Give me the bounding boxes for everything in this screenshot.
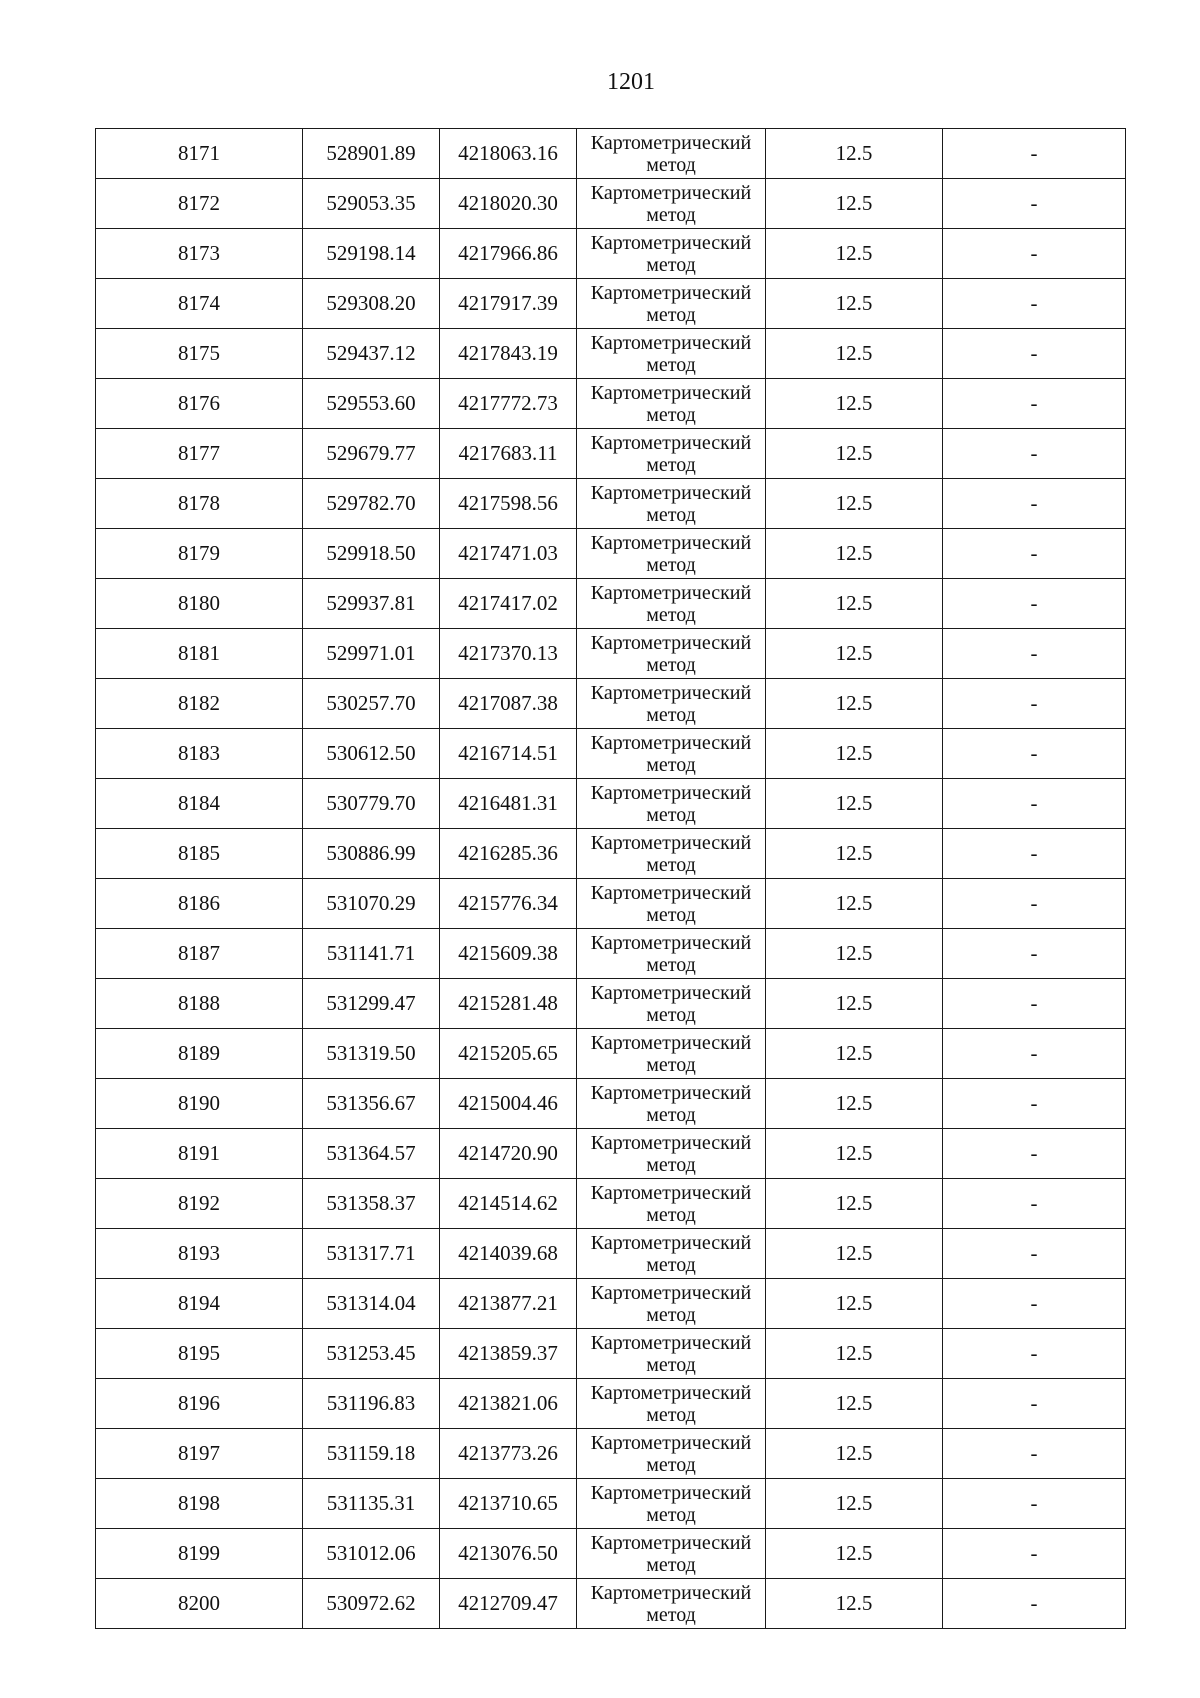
method-line: метод [646, 553, 696, 576]
accuracy-cell: 12.5 [766, 229, 943, 279]
x-coordinate-cell: 531253.45 [303, 1329, 440, 1379]
method-line: Картометрический [590, 981, 752, 1004]
table-row [96, 1179, 1126, 1229]
y-coordinate-cell: 4215776.34 [440, 879, 577, 929]
note-cell: - [943, 629, 1126, 679]
accuracy-cell: 12.5 [766, 679, 943, 729]
x-coordinate-cell: 531196.83 [303, 1379, 440, 1429]
method-line: Картометрический [590, 781, 752, 804]
point-number-cell: 8198 [96, 1479, 303, 1529]
point-number-cell: 8188 [96, 979, 303, 1029]
x-coordinate-cell: 530779.70 [303, 779, 440, 829]
x-coordinate-cell: 530257.70 [303, 679, 440, 729]
accuracy-cell: 12.5 [766, 429, 943, 479]
method-line: Картометрический [590, 681, 752, 704]
x-coordinate-cell: 529198.14 [303, 229, 440, 279]
y-coordinate-cell: 4215609.38 [440, 929, 577, 979]
point-number-cell: 8174 [96, 279, 303, 329]
table-row [96, 679, 1126, 729]
accuracy-cell: 12.5 [766, 1529, 943, 1579]
note-cell: - [943, 1529, 1126, 1579]
method-line: Картометрический [590, 531, 752, 554]
point-number-cell: 8196 [96, 1379, 303, 1429]
method-line: метод [646, 603, 696, 626]
accuracy-cell: 12.5 [766, 1029, 943, 1079]
method-line: метод [646, 353, 696, 376]
y-coordinate-cell: 4217370.13 [440, 629, 577, 679]
method-line: Картометрический [590, 431, 752, 454]
method-line: метод [646, 503, 696, 526]
point-number-cell: 8186 [96, 879, 303, 929]
y-coordinate-cell: 4213821.06 [440, 1379, 577, 1429]
accuracy-cell: 12.5 [766, 1229, 943, 1279]
point-number-cell: 8183 [96, 729, 303, 779]
accuracy-cell: 12.5 [766, 1379, 943, 1429]
note-cell: - [943, 129, 1126, 179]
point-number-cell: 8172 [96, 179, 303, 229]
method-cell [577, 629, 766, 679]
x-coordinate-cell: 531012.06 [303, 1529, 440, 1579]
accuracy-cell: 12.5 [766, 329, 943, 379]
point-number-cell: 8187 [96, 929, 303, 979]
note-cell: - [943, 1129, 1126, 1179]
note-cell: - [943, 829, 1126, 879]
accuracy-cell: 12.5 [766, 279, 943, 329]
x-coordinate-cell: 529679.77 [303, 429, 440, 479]
method-line: метод [646, 1153, 696, 1176]
y-coordinate-cell: 4215281.48 [440, 979, 577, 1029]
table-row [96, 1579, 1126, 1629]
accuracy-cell: 12.5 [766, 829, 943, 879]
point-number-cell: 8189 [96, 1029, 303, 1079]
accuracy-cell: 12.5 [766, 1079, 943, 1129]
method-line: Картометрический [590, 881, 752, 904]
point-number-cell: 8184 [96, 779, 303, 829]
table-row [96, 229, 1126, 279]
y-coordinate-cell: 4217598.56 [440, 479, 577, 529]
method-line: Картометрический [590, 381, 752, 404]
y-coordinate-cell: 4216714.51 [440, 729, 577, 779]
method-line: метод [646, 453, 696, 476]
method-cell [577, 879, 766, 929]
method-cell [577, 1579, 766, 1629]
method-cell [577, 1029, 766, 1079]
note-cell: - [943, 1229, 1126, 1279]
method-cell [577, 479, 766, 529]
table-row [96, 529, 1126, 579]
accuracy-cell: 12.5 [766, 1329, 943, 1379]
note-cell: - [943, 1179, 1126, 1229]
method-line: метод [646, 1253, 696, 1276]
note-cell: - [943, 1329, 1126, 1379]
table-row [96, 879, 1126, 929]
note-cell: - [943, 429, 1126, 479]
note-cell: - [943, 529, 1126, 579]
table-row [96, 579, 1126, 629]
point-number-cell: 8181 [96, 629, 303, 679]
x-coordinate-cell: 531141.71 [303, 929, 440, 979]
point-number-cell: 8171 [96, 129, 303, 179]
x-coordinate-cell: 531299.47 [303, 979, 440, 1029]
y-coordinate-cell: 4217772.73 [440, 379, 577, 429]
x-coordinate-cell: 529053.35 [303, 179, 440, 229]
table-row [96, 1379, 1126, 1429]
point-number-cell: 8173 [96, 229, 303, 279]
method-line: метод [646, 1403, 696, 1426]
accuracy-cell: 12.5 [766, 979, 943, 1029]
accuracy-cell: 12.5 [766, 1179, 943, 1229]
y-coordinate-cell: 4213877.21 [440, 1279, 577, 1329]
accuracy-cell: 12.5 [766, 129, 943, 179]
note-cell: - [943, 579, 1126, 629]
method-cell [577, 1079, 766, 1129]
table-row [96, 479, 1126, 529]
accuracy-cell: 12.5 [766, 579, 943, 629]
method-cell [577, 1229, 766, 1279]
method-cell [577, 229, 766, 279]
table-row [96, 929, 1126, 979]
point-number-cell: 8195 [96, 1329, 303, 1379]
method-line: Картометрический [590, 1081, 752, 1104]
table-row [96, 1479, 1126, 1529]
note-cell: - [943, 279, 1126, 329]
method-line: метод [646, 1603, 696, 1626]
method-line: Картометрический [590, 1281, 752, 1304]
y-coordinate-cell: 4217843.19 [440, 329, 577, 379]
point-number-cell: 8191 [96, 1129, 303, 1179]
method-line: метод [646, 153, 696, 176]
y-coordinate-cell: 4217683.11 [440, 429, 577, 479]
x-coordinate-cell: 531319.50 [303, 1029, 440, 1079]
method-line: Картометрический [590, 1181, 752, 1204]
method-line: метод [646, 1503, 696, 1526]
point-number-cell: 8177 [96, 429, 303, 479]
table-row [96, 629, 1126, 679]
method-line: Картометрический [590, 1431, 752, 1454]
y-coordinate-cell: 4215205.65 [440, 1029, 577, 1079]
method-line: метод [646, 253, 696, 276]
point-number-cell: 8194 [96, 1279, 303, 1329]
method-line: Картометрический [590, 1381, 752, 1404]
method-line: Картометрический [590, 631, 752, 654]
note-cell: - [943, 979, 1126, 1029]
point-number-cell: 8179 [96, 529, 303, 579]
note-cell: - [943, 379, 1126, 429]
y-coordinate-cell: 4217471.03 [440, 529, 577, 579]
x-coordinate-cell: 530972.62 [303, 1579, 440, 1629]
method-line: Картометрический [590, 1031, 752, 1054]
method-line: метод [646, 403, 696, 426]
method-cell [577, 1129, 766, 1179]
table-row [96, 729, 1126, 779]
method-cell [577, 179, 766, 229]
x-coordinate-cell: 529553.60 [303, 379, 440, 429]
method-line: метод [646, 1203, 696, 1226]
method-cell [577, 929, 766, 979]
accuracy-cell: 12.5 [766, 1429, 943, 1479]
x-coordinate-cell: 531159.18 [303, 1429, 440, 1479]
table-row [96, 1129, 1126, 1179]
method-cell [577, 1279, 766, 1329]
note-cell: - [943, 1479, 1126, 1529]
table-row [96, 1279, 1126, 1329]
y-coordinate-cell: 4218063.16 [440, 129, 577, 179]
accuracy-cell: 12.5 [766, 729, 943, 779]
point-number-cell: 8200 [96, 1579, 303, 1629]
point-number-cell: 8175 [96, 329, 303, 379]
y-coordinate-cell: 4215004.46 [440, 1079, 577, 1129]
method-line: Картометрический [590, 481, 752, 504]
note-cell: - [943, 1379, 1126, 1429]
table-row [96, 429, 1126, 479]
point-number-cell: 8185 [96, 829, 303, 879]
note-cell: - [943, 1579, 1126, 1629]
method-line: Картометрический [590, 231, 752, 254]
table-row [96, 179, 1126, 229]
accuracy-cell: 12.5 [766, 929, 943, 979]
table-row [96, 1529, 1126, 1579]
x-coordinate-cell: 530612.50 [303, 729, 440, 779]
method-line: Картометрический [590, 1331, 752, 1354]
method-line: Картометрический [590, 581, 752, 604]
method-cell [577, 579, 766, 629]
y-coordinate-cell: 4217087.38 [440, 679, 577, 729]
table-row [96, 1429, 1126, 1479]
table-row [96, 1079, 1126, 1129]
method-cell [577, 779, 766, 829]
table-row [96, 129, 1126, 179]
y-coordinate-cell: 4218020.30 [440, 179, 577, 229]
y-coordinate-cell: 4214514.62 [440, 1179, 577, 1229]
y-coordinate-cell: 4216481.31 [440, 779, 577, 829]
method-line: метод [646, 903, 696, 926]
y-coordinate-cell: 4212709.47 [440, 1579, 577, 1629]
x-coordinate-cell: 531314.04 [303, 1279, 440, 1329]
accuracy-cell: 12.5 [766, 1579, 943, 1629]
accuracy-cell: 12.5 [766, 1129, 943, 1179]
point-number-cell: 8180 [96, 579, 303, 629]
method-line: Картометрический [590, 1531, 752, 1554]
table-row [96, 779, 1126, 829]
x-coordinate-cell: 529937.81 [303, 579, 440, 629]
point-number-cell: 8193 [96, 1229, 303, 1279]
method-line: Картометрический [590, 131, 752, 154]
method-line: Картометрический [590, 831, 752, 854]
note-cell: - [943, 1079, 1126, 1129]
accuracy-cell: 12.5 [766, 479, 943, 529]
method-cell [577, 1379, 766, 1429]
method-line: Картометрический [590, 1481, 752, 1504]
point-number-cell: 8178 [96, 479, 303, 529]
table-row [96, 1229, 1126, 1279]
y-coordinate-cell: 4217417.02 [440, 579, 577, 629]
y-coordinate-cell: 4213076.50 [440, 1529, 577, 1579]
method-cell [577, 1529, 766, 1579]
point-number-cell: 8199 [96, 1529, 303, 1579]
accuracy-cell: 12.5 [766, 879, 943, 929]
method-line: метод [646, 303, 696, 326]
accuracy-cell: 12.5 [766, 629, 943, 679]
x-coordinate-cell: 528901.89 [303, 129, 440, 179]
method-line: метод [646, 703, 696, 726]
method-line: Картометрический [590, 181, 752, 204]
method-line: метод [646, 853, 696, 876]
x-coordinate-cell: 529971.01 [303, 629, 440, 679]
method-cell [577, 1429, 766, 1479]
note-cell: - [943, 1429, 1126, 1479]
method-line: метод [646, 653, 696, 676]
page-number: 1201 [607, 69, 655, 95]
note-cell: - [943, 479, 1126, 529]
coordinates-table [95, 128, 1126, 1629]
method-line: Картометрический [590, 1581, 752, 1604]
note-cell: - [943, 679, 1126, 729]
method-cell [577, 279, 766, 329]
x-coordinate-cell: 529437.12 [303, 329, 440, 379]
point-number-cell: 8190 [96, 1079, 303, 1129]
accuracy-cell: 12.5 [766, 779, 943, 829]
table-row [96, 1029, 1126, 1079]
method-line: Картометрический [590, 931, 752, 954]
method-cell [577, 529, 766, 579]
method-cell [577, 129, 766, 179]
method-line: Картометрический [590, 1131, 752, 1154]
note-cell: - [943, 729, 1126, 779]
point-number-cell: 8176 [96, 379, 303, 429]
accuracy-cell: 12.5 [766, 1279, 943, 1329]
x-coordinate-cell: 531135.31 [303, 1479, 440, 1529]
method-line: Картометрический [590, 1231, 752, 1254]
method-line: метод [646, 1553, 696, 1576]
table-row [96, 279, 1126, 329]
method-line: Картометрический [590, 331, 752, 354]
method-cell [577, 979, 766, 1029]
note-cell: - [943, 779, 1126, 829]
table-row [96, 829, 1126, 879]
x-coordinate-cell: 531317.71 [303, 1229, 440, 1279]
coordinates-table-body [96, 129, 1126, 1629]
table-row [96, 329, 1126, 379]
method-line: метод [646, 1053, 696, 1076]
method-line: метод [646, 1303, 696, 1326]
y-coordinate-cell: 4216285.36 [440, 829, 577, 879]
accuracy-cell: 12.5 [766, 379, 943, 429]
method-line: метод [646, 1453, 696, 1476]
method-cell [577, 429, 766, 479]
note-cell: - [943, 329, 1126, 379]
note-cell: - [943, 1279, 1126, 1329]
method-line: метод [646, 1103, 696, 1126]
method-cell [577, 1329, 766, 1379]
table-row [96, 979, 1126, 1029]
y-coordinate-cell: 4213859.37 [440, 1329, 577, 1379]
method-line: Картометрический [590, 731, 752, 754]
note-cell: - [943, 179, 1126, 229]
y-coordinate-cell: 4217966.86 [440, 229, 577, 279]
method-line: метод [646, 203, 696, 226]
method-cell [577, 729, 766, 779]
x-coordinate-cell: 529918.50 [303, 529, 440, 579]
point-number-cell: 8197 [96, 1429, 303, 1479]
note-cell: - [943, 879, 1126, 929]
method-line: метод [646, 953, 696, 976]
method-cell [577, 329, 766, 379]
x-coordinate-cell: 531364.57 [303, 1129, 440, 1179]
x-coordinate-cell: 531356.67 [303, 1079, 440, 1129]
accuracy-cell: 12.5 [766, 179, 943, 229]
x-coordinate-cell: 529308.20 [303, 279, 440, 329]
accuracy-cell: 12.5 [766, 529, 943, 579]
y-coordinate-cell: 4213710.65 [440, 1479, 577, 1529]
note-cell: - [943, 229, 1126, 279]
method-line: метод [646, 803, 696, 826]
method-cell [577, 829, 766, 879]
x-coordinate-cell: 531070.29 [303, 879, 440, 929]
accuracy-cell: 12.5 [766, 1479, 943, 1529]
y-coordinate-cell: 4214720.90 [440, 1129, 577, 1179]
table-row [96, 1329, 1126, 1379]
x-coordinate-cell: 530886.99 [303, 829, 440, 879]
point-number-cell: 8192 [96, 1179, 303, 1229]
y-coordinate-cell: 4213773.26 [440, 1429, 577, 1479]
method-cell [577, 379, 766, 429]
method-cell [577, 1479, 766, 1529]
x-coordinate-cell: 529782.70 [303, 479, 440, 529]
method-cell [577, 1179, 766, 1229]
table-row [96, 379, 1126, 429]
note-cell: - [943, 1029, 1126, 1079]
method-line: метод [646, 1003, 696, 1026]
method-line: Картометрический [590, 281, 752, 304]
note-cell: - [943, 929, 1126, 979]
method-line: метод [646, 753, 696, 776]
point-number-cell: 8182 [96, 679, 303, 729]
method-line: метод [646, 1353, 696, 1376]
y-coordinate-cell: 4214039.68 [440, 1229, 577, 1279]
y-coordinate-cell: 4217917.39 [440, 279, 577, 329]
method-cell [577, 679, 766, 729]
x-coordinate-cell: 531358.37 [303, 1179, 440, 1229]
